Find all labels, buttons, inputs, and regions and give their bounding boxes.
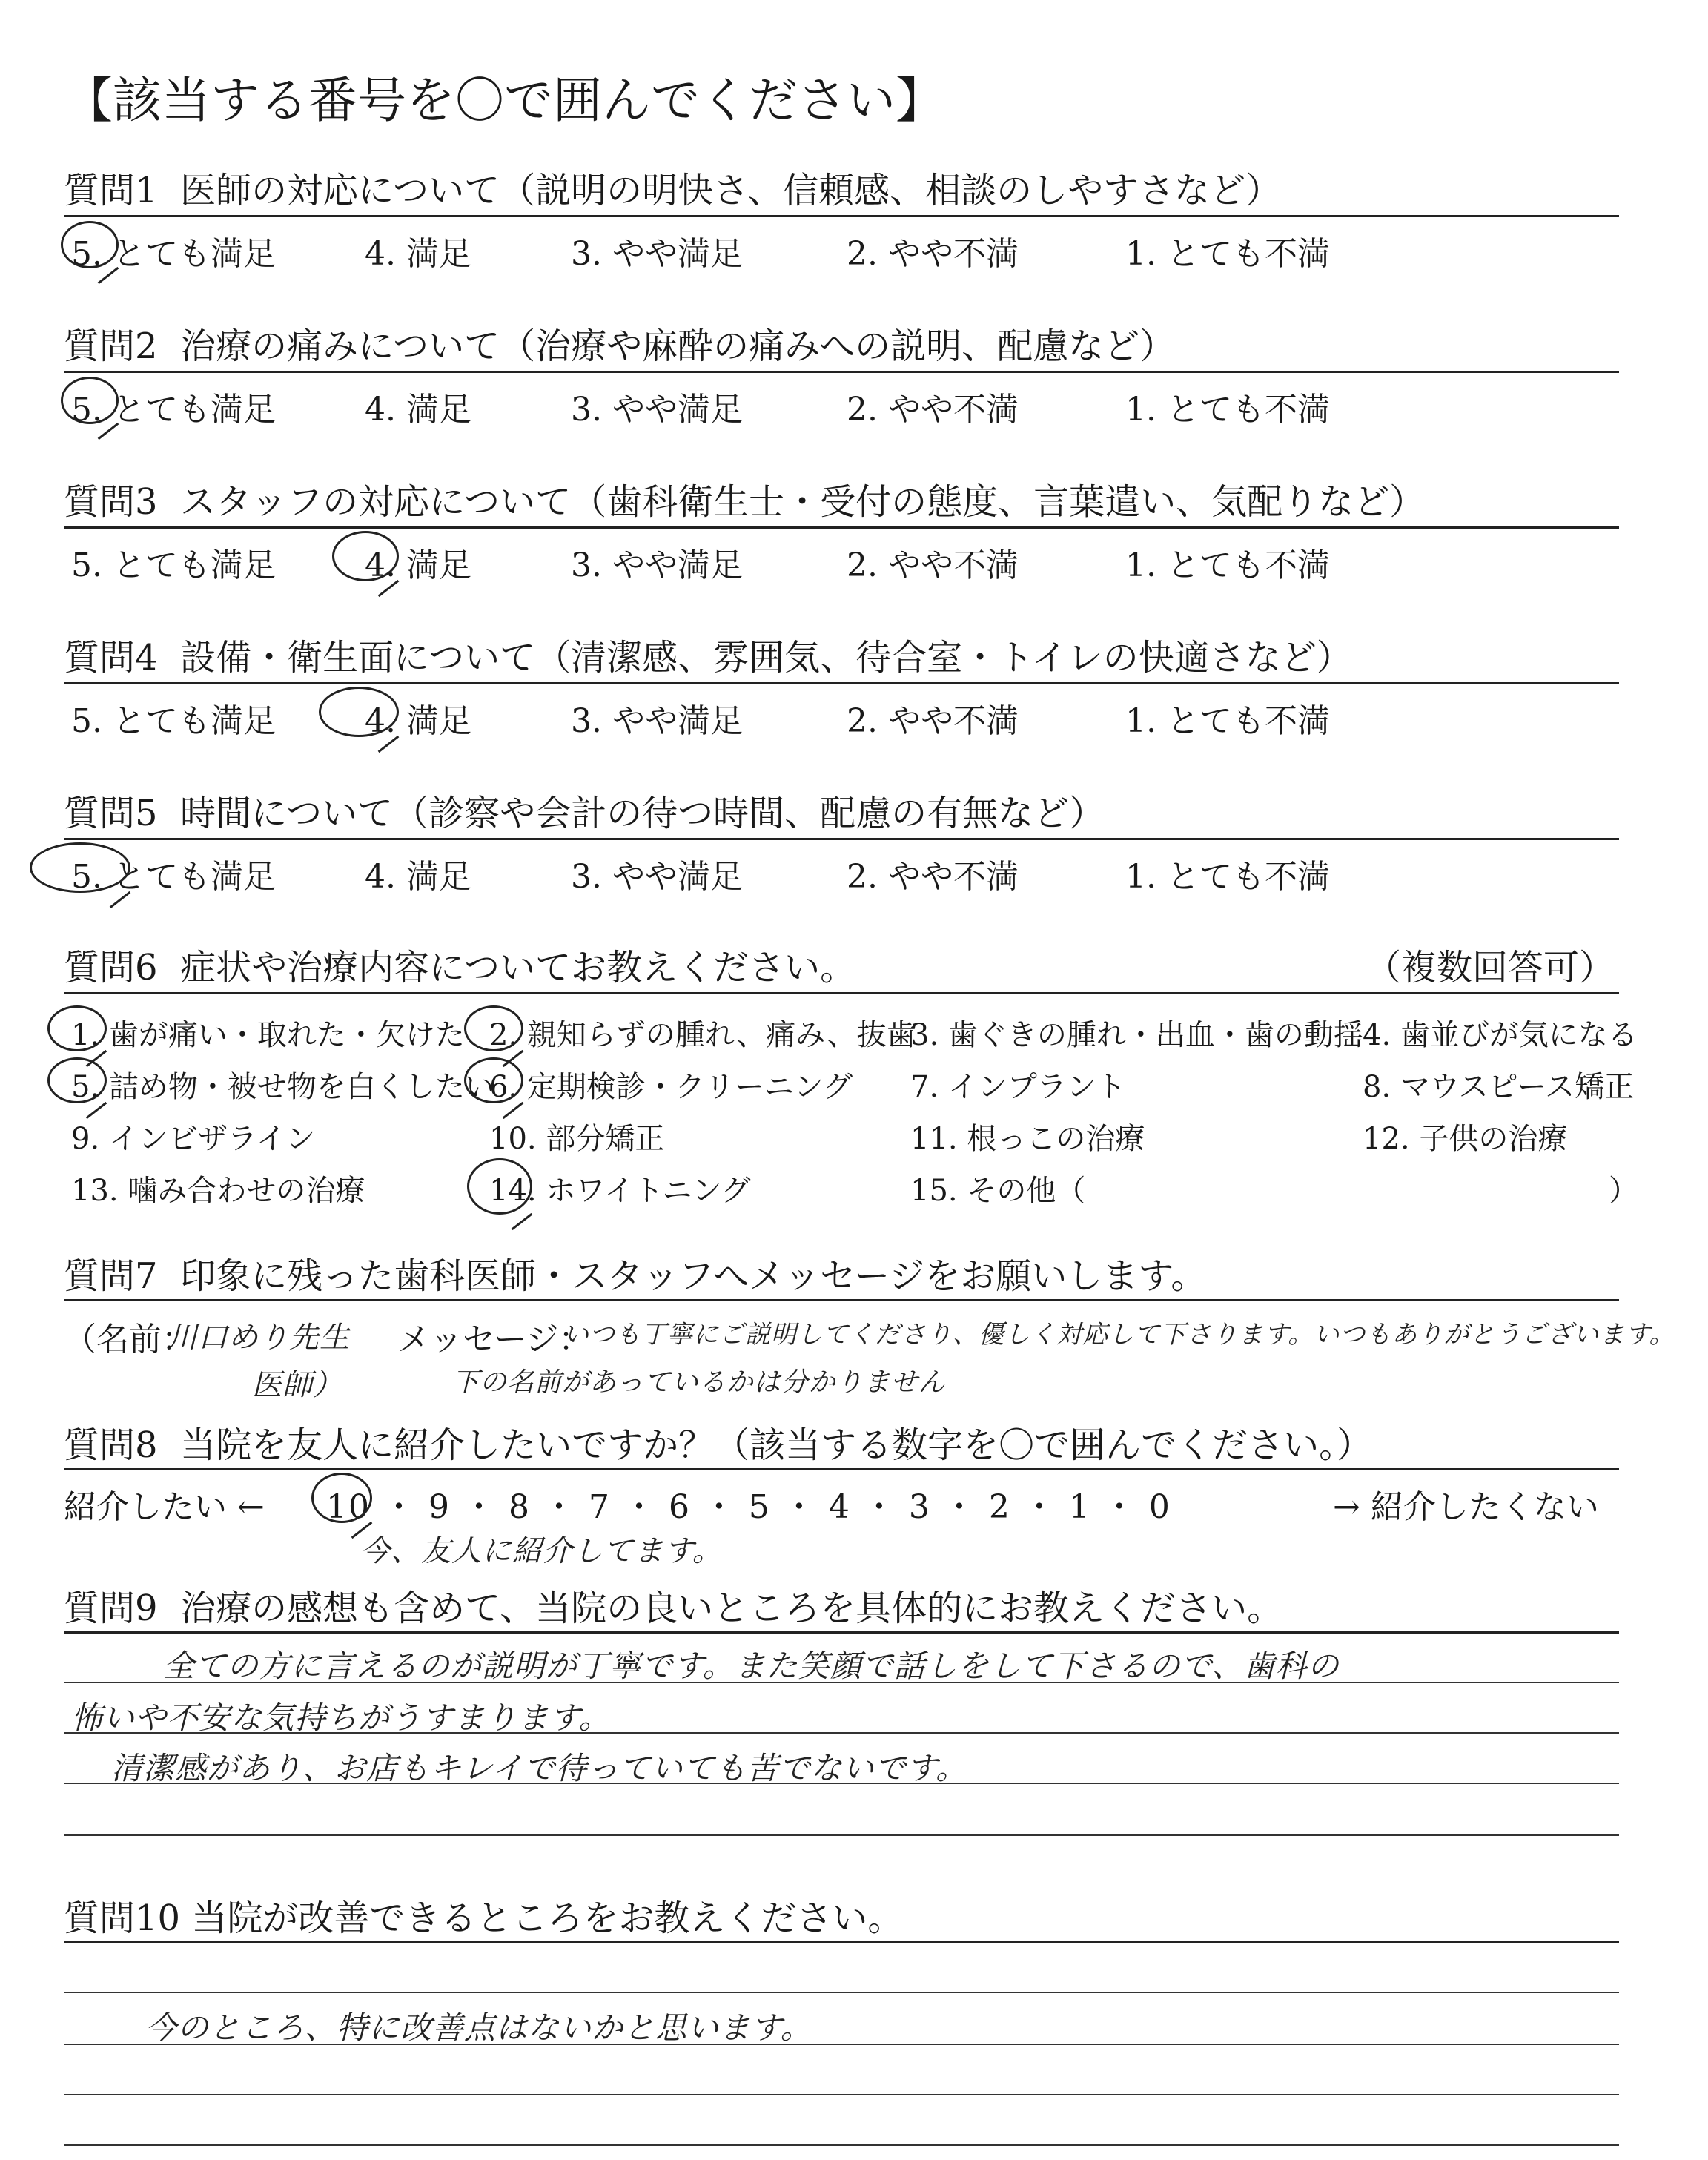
recommend-left-label: 紹介したい ← (64, 1488, 265, 1526)
divider (64, 682, 1619, 684)
question-label: 質問4 (64, 637, 158, 678)
q6-option-1[interactable]: 1. 歯が痛い・取れた・欠けた (71, 1018, 465, 1052)
selection-circle (319, 687, 399, 737)
q6-option-12[interactable]: 12. 子供の治療 (1363, 1122, 1568, 1156)
q6-option-14[interactable]: 14. ホワイトニング (489, 1174, 751, 1208)
answer-rule (64, 1783, 1619, 1784)
divider (64, 371, 1619, 373)
q6-option-15[interactable]: 15. その他（ (910, 1174, 1086, 1208)
q1-option-1[interactable]: 1. とても不満 (1125, 235, 1330, 273)
answer-rule (64, 2144, 1619, 2146)
scale-6[interactable]: 6 (668, 1488, 691, 1526)
message-text: いつも丁寧にご説明してくださり、優しく対応して下さります。いつもありがとうございます。 (563, 1320, 1675, 1350)
selection-circle (47, 1005, 107, 1051)
question-text: 設備・衛生面について（清潔感、雰囲気、待合室・トイレの快適さなど） (180, 637, 1352, 678)
q6-option-13[interactable]: 13. 噛み合わせの治療 (71, 1174, 365, 1208)
q6-option-3[interactable]: 3. 歯ぐきの腫れ・出血・歯の動揺 (910, 1018, 1363, 1052)
name-label: （名前： (64, 1321, 194, 1358)
divider (64, 526, 1619, 529)
q6-option-7[interactable]: 7. インプラント (910, 1070, 1126, 1104)
page-title: 【該当する番号を〇で囲んでください】 (64, 72, 944, 129)
scale-5[interactable]: 5 (748, 1488, 771, 1526)
q3-option-1[interactable]: 1. とても不満 (1125, 546, 1330, 584)
answer-rule (64, 1682, 1619, 1683)
selection-circle (61, 377, 119, 424)
q1-option-4[interactable]: 4. 満足 (365, 235, 471, 273)
answer-rule (64, 1732, 1619, 1734)
q1-option-5[interactable]: 5. とても満足 (71, 235, 276, 273)
divider (64, 1299, 1619, 1301)
question-text: スタッフの対応について（歯科衛生士・受付の態度、言葉遣い、気配りなど） (180, 481, 1426, 523)
staff-name: 川口めり先生 (168, 1321, 350, 1355)
question-text: 当院を友人に紹介したいですか？（該当する数字を〇で囲んでください。） (180, 1424, 1373, 1466)
question-label: 質問2 (64, 326, 158, 367)
question-4 (64, 629, 1352, 680)
answer-rule (64, 2094, 1619, 2095)
q2-option-1[interactable]: 1. とても不満 (1125, 391, 1330, 429)
answer-line-1: 全ての方に言えるのが説明が丁寧です。また笑顔で話しをして下さるので、歯科の (163, 1648, 1340, 1684)
divider (64, 1468, 1619, 1470)
divider (64, 838, 1619, 840)
q6-option-4[interactable]: 4. 歯並びが気になる (1363, 1018, 1638, 1052)
question-text: 治療の痛みについて（治療や麻酔の痛みへの説明、配慮など） (180, 326, 1176, 367)
name-note: 下の名前があっているかは分かりません (452, 1367, 946, 1398)
question-label: 質問5 (64, 793, 158, 834)
q3-option-5[interactable]: 5. とても満足 (71, 546, 276, 584)
divider (64, 215, 1619, 217)
answer-line-2: 怖いや不安な気持ちがうすまります。 (71, 1700, 611, 1736)
q3-option-3[interactable]: 3. やや満足 (571, 546, 743, 584)
divider (64, 992, 1619, 994)
q2-option-3[interactable]: 3. やや満足 (571, 391, 743, 429)
question-label: 質問9 (64, 1588, 158, 1629)
q4-option-3[interactable]: 3. やや満足 (571, 702, 743, 740)
q4-option-1[interactable]: 1. とても不満 (1125, 702, 1330, 740)
divider (64, 1631, 1619, 1634)
selection-circle (311, 1473, 372, 1523)
q4-option-4[interactable]: 4. 満足 (365, 702, 471, 740)
question-label: 質問8 (64, 1424, 158, 1466)
improvement-answer: 今のところ、特に改善点はないかと思います。 (145, 2009, 812, 2046)
scale-1[interactable]: 1 (1068, 1488, 1091, 1526)
q6-option-5[interactable]: 5. 詰め物・被せ物を白くしたい (71, 1070, 494, 1104)
question-9 (64, 1579, 1282, 1631)
selection-circle (464, 1057, 523, 1103)
question-label: 質問7 (64, 1255, 158, 1297)
question-text: 印象に残った歯科医師・スタッフへメッセージをお願いします。 (180, 1255, 1207, 1297)
question-label: 質問6 (64, 947, 158, 988)
selection-circle (467, 1158, 532, 1215)
q2-option-2[interactable]: 2. やや不満 (847, 391, 1019, 429)
selection-circle (332, 531, 399, 581)
question-label: 質問10 (64, 1898, 181, 1939)
question-6 (64, 939, 855, 990)
recommend-right-label: → 紹介したくない (1333, 1488, 1599, 1526)
q1-option-3[interactable]: 3. やや満足 (571, 235, 743, 273)
scale-9[interactable]: 9 (428, 1488, 451, 1526)
q6-option-6[interactable]: 6. 定期検診・クリーニング (489, 1070, 853, 1104)
selection-circle (61, 221, 119, 268)
recommend-scale: 10 ・ 9 ・ 8 ・ 7 ・ 6 ・ 5 ・ 4 ・ 3 ・ 2 ・ 1 ・ 0 (326, 1488, 1171, 1526)
q5-option-3[interactable]: 3. やや満足 (571, 858, 743, 896)
answer-rule (64, 1992, 1619, 1993)
question-1 (64, 162, 1281, 213)
scale-3[interactable]: 3 (908, 1488, 931, 1526)
scale-0[interactable]: 0 (1148, 1488, 1171, 1526)
question-text: 治療の感想も含めて、当院の良いところを具体的にお教えください。 (180, 1588, 1283, 1629)
question-label: 質問1 (64, 170, 158, 211)
question-label: 質問3 (64, 481, 158, 523)
recommend-comment: 今、友人に紹介してます。 (360, 1534, 723, 1568)
question-text: 医師の対応について（説明の明快さ、信頼感、相談のしやすさなど） (180, 170, 1282, 211)
q2-option-4[interactable]: 4. 満足 (365, 391, 471, 429)
divider (64, 1941, 1619, 1943)
q1-option-2[interactable]: 2. やや不満 (847, 235, 1019, 273)
q5-option-5[interactable]: 5. とても満足 (71, 858, 276, 896)
q2-option-5[interactable]: 5. とても満足 (71, 391, 276, 429)
q5-option-1[interactable]: 1. とても不満 (1125, 858, 1330, 896)
message-label: メッセージ： (397, 1321, 592, 1358)
q6-option-2[interactable]: 2. 親知らずの腫れ、痛み、抜歯 (489, 1018, 916, 1052)
q5-option-2[interactable]: 2. やや不満 (847, 858, 1019, 896)
question-2 (64, 317, 1175, 369)
question-text: 症状や治療内容についてお教えください。 (180, 947, 856, 988)
answer-line-3: 清潔感があり、お店もキレイで待っていても苦でないです。 (111, 1750, 968, 1786)
scale-8[interactable]: 8 (508, 1488, 531, 1526)
q6-option-10[interactable]: 10. 部分矯正 (489, 1122, 665, 1156)
q6-other-close-paren: ） (1609, 1174, 1638, 1208)
q4-option-2[interactable]: 2. やや不満 (847, 702, 1019, 740)
answer-rule (64, 2044, 1619, 2045)
q4-option-5[interactable]: 5. とても満足 (71, 702, 276, 740)
question-text: 当院が改善できるところをお教えください。 (191, 1898, 904, 1939)
scale-7[interactable]: 7 (588, 1488, 611, 1526)
question-5 (64, 785, 1105, 836)
selection-circle (464, 1005, 523, 1051)
selection-circle (47, 1057, 107, 1103)
scale-2[interactable]: 2 (988, 1488, 1011, 1526)
q5-option-4[interactable]: 4. 満足 (365, 858, 471, 896)
question-text: 時間について（診察や会計の待つ時間、配慮の有無など） (180, 793, 1105, 834)
q6-option-11[interactable]: 11. 根っこの治療 (910, 1122, 1145, 1156)
q6-option-9[interactable]: 9. インビザライン (71, 1122, 316, 1156)
answer-rule (64, 1834, 1619, 1836)
q3-option-4[interactable]: 4. 満足 (365, 546, 471, 584)
question-8 (64, 1416, 1372, 1467)
q3-option-2[interactable]: 2. やや不満 (847, 546, 1019, 584)
question-3 (64, 473, 1425, 524)
q6-option-8[interactable]: 8. マウスピース矯正 (1363, 1070, 1635, 1104)
multiple-answer-note: （複数回答可） (1366, 947, 1615, 988)
scale-4[interactable]: 4 (828, 1488, 851, 1526)
name-continuation: 医師） (252, 1368, 343, 1402)
question-10 (64, 1889, 903, 1941)
selection-circle (30, 842, 130, 893)
scale-10[interactable]: 10 (326, 1488, 371, 1526)
question-7 (64, 1247, 1206, 1298)
